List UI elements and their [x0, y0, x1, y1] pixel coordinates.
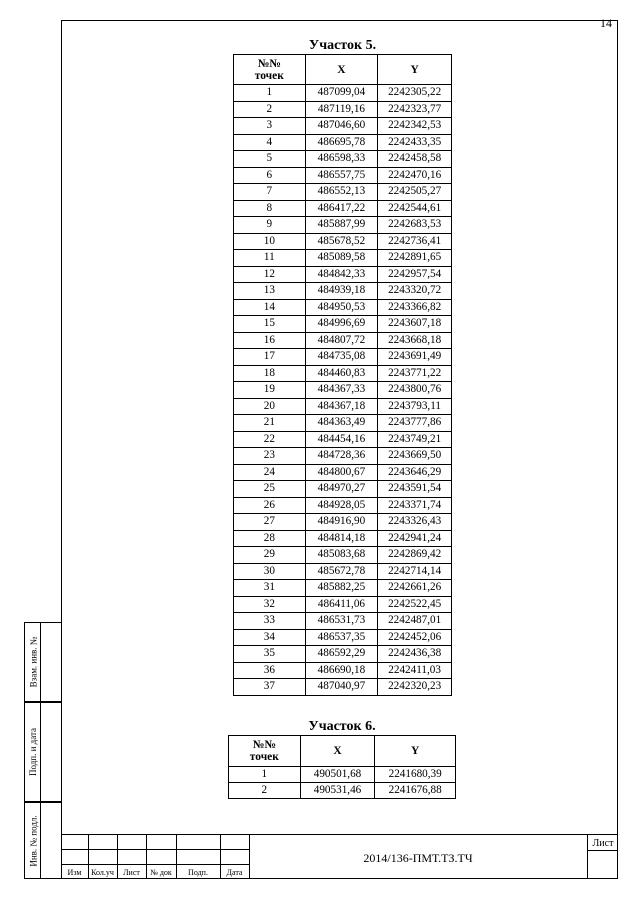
sheet-label: Лист — [592, 838, 614, 849]
point-number-cell: 16 — [234, 332, 306, 349]
point-number-cell: 9 — [234, 217, 306, 234]
section6-table — [228, 735, 456, 799]
y-coordinate-cell: 2243668,18 — [378, 332, 452, 349]
table-row — [234, 613, 452, 630]
point-number-cell: 8 — [234, 200, 306, 217]
point-number-cell: 35 — [234, 646, 306, 663]
y-coordinate-cell: 2241680,39 — [375, 767, 456, 783]
table-row — [234, 118, 452, 135]
table-row — [234, 497, 452, 514]
y-coordinate-cell: 2243800,76 — [378, 382, 452, 399]
table-row — [234, 283, 452, 300]
table-row — [234, 151, 452, 168]
col-header-num: №№ точек — [234, 55, 306, 85]
y-coordinate-cell: 2243366,82 — [378, 299, 452, 316]
table-row — [234, 563, 452, 580]
y-coordinate-cell: 2242736,41 — [378, 233, 452, 250]
y-coordinate-cell: 2242714,14 — [378, 563, 452, 580]
table-row — [234, 167, 452, 184]
table-row — [234, 596, 452, 613]
table-row — [234, 514, 452, 531]
table-row — [234, 349, 452, 366]
y-coordinate-cell: 2242869,42 — [378, 547, 452, 564]
x-coordinate-cell: 490531,46 — [300, 783, 375, 799]
point-number-cell: 23 — [234, 448, 306, 465]
col-header-y: Y — [375, 736, 456, 767]
table-row — [234, 398, 452, 415]
table-row — [234, 481, 452, 498]
y-coordinate-cell: 2243771,22 — [378, 365, 452, 382]
section6-rows — [229, 767, 456, 799]
x-coordinate-cell: 486598,33 — [305, 151, 378, 168]
point-number-cell: 14 — [234, 299, 306, 316]
y-coordinate-cell: 2242320,23 — [378, 679, 452, 696]
y-coordinate-cell: 2243669,50 — [378, 448, 452, 465]
side-cell-inv — [24, 802, 61, 879]
point-number-cell: 2 — [229, 783, 301, 799]
section5-rows — [234, 85, 452, 696]
table-row — [234, 679, 452, 696]
point-number-cell: 11 — [234, 250, 306, 267]
document-code: 2014/136-ПМТ.ТЗ.ТЧ — [363, 851, 473, 865]
side-cell-vzam — [24, 622, 61, 702]
x-coordinate-cell: 485887,99 — [305, 217, 378, 234]
point-number-cell: 17 — [234, 349, 306, 366]
x-coordinate-cell: 485083,68 — [305, 547, 378, 564]
x-coordinate-cell: 485882,25 — [305, 580, 378, 597]
point-number-cell: 19 — [234, 382, 306, 399]
side-label-vzam: Взам. инв. № — [28, 636, 39, 688]
point-number-cell: 36 — [234, 662, 306, 679]
x-coordinate-cell: 486557,75 — [305, 167, 378, 184]
point-number-cell: 15 — [234, 316, 306, 333]
point-number-cell: 25 — [234, 481, 306, 498]
table-row — [234, 629, 452, 646]
y-coordinate-cell: 2243793,11 — [378, 398, 452, 415]
x-coordinate-cell: 485672,78 — [305, 563, 378, 580]
table-row — [234, 431, 452, 448]
y-coordinate-cell: 2242433,35 — [378, 134, 452, 151]
point-number-cell: 4 — [234, 134, 306, 151]
x-coordinate-cell: 486537,35 — [305, 629, 378, 646]
y-coordinate-cell: 2242505,27 — [378, 184, 452, 201]
table-row — [234, 415, 452, 432]
x-coordinate-cell: 484842,33 — [305, 266, 378, 283]
point-number-cell: 30 — [234, 563, 306, 580]
table-row — [234, 101, 452, 118]
table-row — [234, 547, 452, 564]
x-coordinate-cell: 486690,18 — [305, 662, 378, 679]
y-coordinate-cell: 2242522,45 — [378, 596, 452, 613]
y-coordinate-cell: 2243646,29 — [378, 464, 452, 481]
x-coordinate-cell: 484970,27 — [305, 481, 378, 498]
col-header-x: X — [300, 736, 375, 767]
side-cell-podp — [24, 702, 61, 802]
point-number-cell: 2 — [234, 101, 306, 118]
y-coordinate-cell: 2242470,16 — [378, 167, 452, 184]
table-row — [234, 266, 452, 283]
table-row — [234, 646, 452, 663]
table-row — [229, 783, 456, 799]
x-coordinate-cell: 484735,08 — [305, 349, 378, 366]
y-coordinate-cell: 2242452,06 — [378, 629, 452, 646]
x-coordinate-cell: 484363,49 — [305, 415, 378, 432]
point-number-cell: 20 — [234, 398, 306, 415]
x-coordinate-cell: 484728,36 — [305, 448, 378, 465]
table-row — [234, 382, 452, 399]
point-number-cell: 33 — [234, 613, 306, 630]
y-coordinate-cell: 2242957,54 — [378, 266, 452, 283]
point-number-cell: 10 — [234, 233, 306, 250]
y-coordinate-cell: 2243326,43 — [378, 514, 452, 531]
x-coordinate-cell: 484367,33 — [305, 382, 378, 399]
stamp-label-kol: Кол.уч — [91, 868, 114, 877]
table-row — [234, 217, 452, 234]
table-row — [234, 662, 452, 679]
side-label-inv: Инв. № подл. — [28, 814, 39, 867]
x-coordinate-cell: 484367,18 — [305, 398, 378, 415]
x-coordinate-cell: 485678,52 — [305, 233, 378, 250]
point-number-cell: 32 — [234, 596, 306, 613]
table-row — [234, 134, 452, 151]
x-coordinate-cell: 487099,04 — [305, 85, 378, 102]
point-number-cell: 24 — [234, 464, 306, 481]
x-coordinate-cell: 484807,72 — [305, 332, 378, 349]
table-row — [234, 580, 452, 597]
x-coordinate-cell: 487046,60 — [305, 118, 378, 135]
point-number-cell: 22 — [234, 431, 306, 448]
col-header-num: №№ точек — [229, 736, 301, 767]
y-coordinate-cell: 2243749,21 — [378, 431, 452, 448]
y-coordinate-cell: 2243591,54 — [378, 481, 452, 498]
stamp-label-ndok: № док — [150, 868, 172, 877]
table-row — [234, 464, 452, 481]
y-coordinate-cell: 2243777,86 — [378, 415, 452, 432]
y-coordinate-cell: 2242683,53 — [378, 217, 452, 234]
page-number: 14 — [600, 16, 612, 30]
y-coordinate-cell: 2241676,88 — [375, 783, 456, 799]
section5-table — [233, 54, 452, 696]
y-coordinate-cell: 2242941,24 — [378, 530, 452, 547]
y-coordinate-cell: 2242544,61 — [378, 200, 452, 217]
point-number-cell: 5 — [234, 151, 306, 168]
section6-title: Участок 6. — [308, 719, 376, 734]
point-number-cell: 29 — [234, 547, 306, 564]
x-coordinate-cell: 486695,78 — [305, 134, 378, 151]
stamp-label-podp: Подп. — [188, 868, 208, 877]
y-coordinate-cell: 2242458,58 — [378, 151, 452, 168]
point-number-cell: 1 — [234, 85, 306, 102]
y-coordinate-cell: 2242487,01 — [378, 613, 452, 630]
col-header-x: X — [305, 55, 378, 85]
point-number-cell: 27 — [234, 514, 306, 531]
y-coordinate-cell: 2242342,53 — [378, 118, 452, 135]
point-number-cell: 28 — [234, 530, 306, 547]
point-number-cell: 21 — [234, 415, 306, 432]
side-label-podp: Подп. и дата — [28, 727, 39, 777]
x-coordinate-cell: 484950,53 — [305, 299, 378, 316]
x-coordinate-cell: 484916,90 — [305, 514, 378, 531]
y-coordinate-cell: 2242891,65 — [378, 250, 452, 267]
table-row — [234, 448, 452, 465]
x-coordinate-cell: 484460,83 — [305, 365, 378, 382]
table-row — [234, 299, 452, 316]
x-coordinate-cell: 486531,73 — [305, 613, 378, 630]
y-coordinate-cell: 2242411,03 — [378, 662, 452, 679]
x-coordinate-cell: 486552,13 — [305, 184, 378, 201]
x-coordinate-cell: 486592,29 — [305, 646, 378, 663]
x-coordinate-cell: 485089,58 — [305, 250, 378, 267]
table-row — [234, 184, 452, 201]
y-coordinate-cell: 2242436,38 — [378, 646, 452, 663]
table-row — [234, 316, 452, 333]
y-coordinate-cell: 2243371,74 — [378, 497, 452, 514]
x-coordinate-cell: 484800,67 — [305, 464, 378, 481]
point-number-cell: 7 — [234, 184, 306, 201]
section5-title: Участок 5. — [308, 38, 377, 53]
point-number-cell: 31 — [234, 580, 306, 597]
point-number-cell: 34 — [234, 629, 306, 646]
stamp-label-list: Лист — [123, 868, 140, 877]
x-coordinate-cell: 484939,18 — [305, 283, 378, 300]
point-number-cell: 12 — [234, 266, 306, 283]
table-row — [234, 365, 452, 382]
y-coordinate-cell: 2242305,22 — [378, 85, 452, 102]
x-coordinate-cell: 487040,97 — [305, 679, 378, 696]
point-number-cell: 26 — [234, 497, 306, 514]
x-coordinate-cell: 484996,69 — [305, 316, 378, 333]
y-coordinate-cell: 2242323,77 — [378, 101, 452, 118]
x-coordinate-cell: 484928,05 — [305, 497, 378, 514]
table-row — [234, 250, 452, 267]
y-coordinate-cell: 2243607,18 — [378, 316, 452, 333]
stamp-label-izm: Изм — [67, 868, 82, 877]
x-coordinate-cell: 484814,18 — [305, 530, 378, 547]
y-coordinate-cell: 2243691,49 — [378, 349, 452, 366]
stamp-label-data: Дата — [226, 868, 243, 877]
x-coordinate-cell: 490501,68 — [300, 767, 375, 783]
table-row — [234, 200, 452, 217]
x-coordinate-cell: 486411,06 — [305, 596, 378, 613]
point-number-cell: 3 — [234, 118, 306, 135]
x-coordinate-cell: 484454,16 — [305, 431, 378, 448]
x-coordinate-cell: 487119,16 — [305, 101, 378, 118]
x-coordinate-cell: 486417,22 — [305, 200, 378, 217]
point-number-cell: 6 — [234, 167, 306, 184]
y-coordinate-cell: 2242661,26 — [378, 580, 452, 597]
point-number-cell: 37 — [234, 679, 306, 696]
table-row — [234, 233, 452, 250]
point-number-cell: 18 — [234, 365, 306, 382]
y-coordinate-cell: 2243320,72 — [378, 283, 452, 300]
table-row — [234, 332, 452, 349]
table-row — [234, 85, 452, 102]
table-row — [234, 530, 452, 547]
table-row — [229, 767, 456, 783]
col-header-y: Y — [378, 55, 452, 85]
point-number-cell: 1 — [229, 767, 301, 783]
point-number-cell: 13 — [234, 283, 306, 300]
